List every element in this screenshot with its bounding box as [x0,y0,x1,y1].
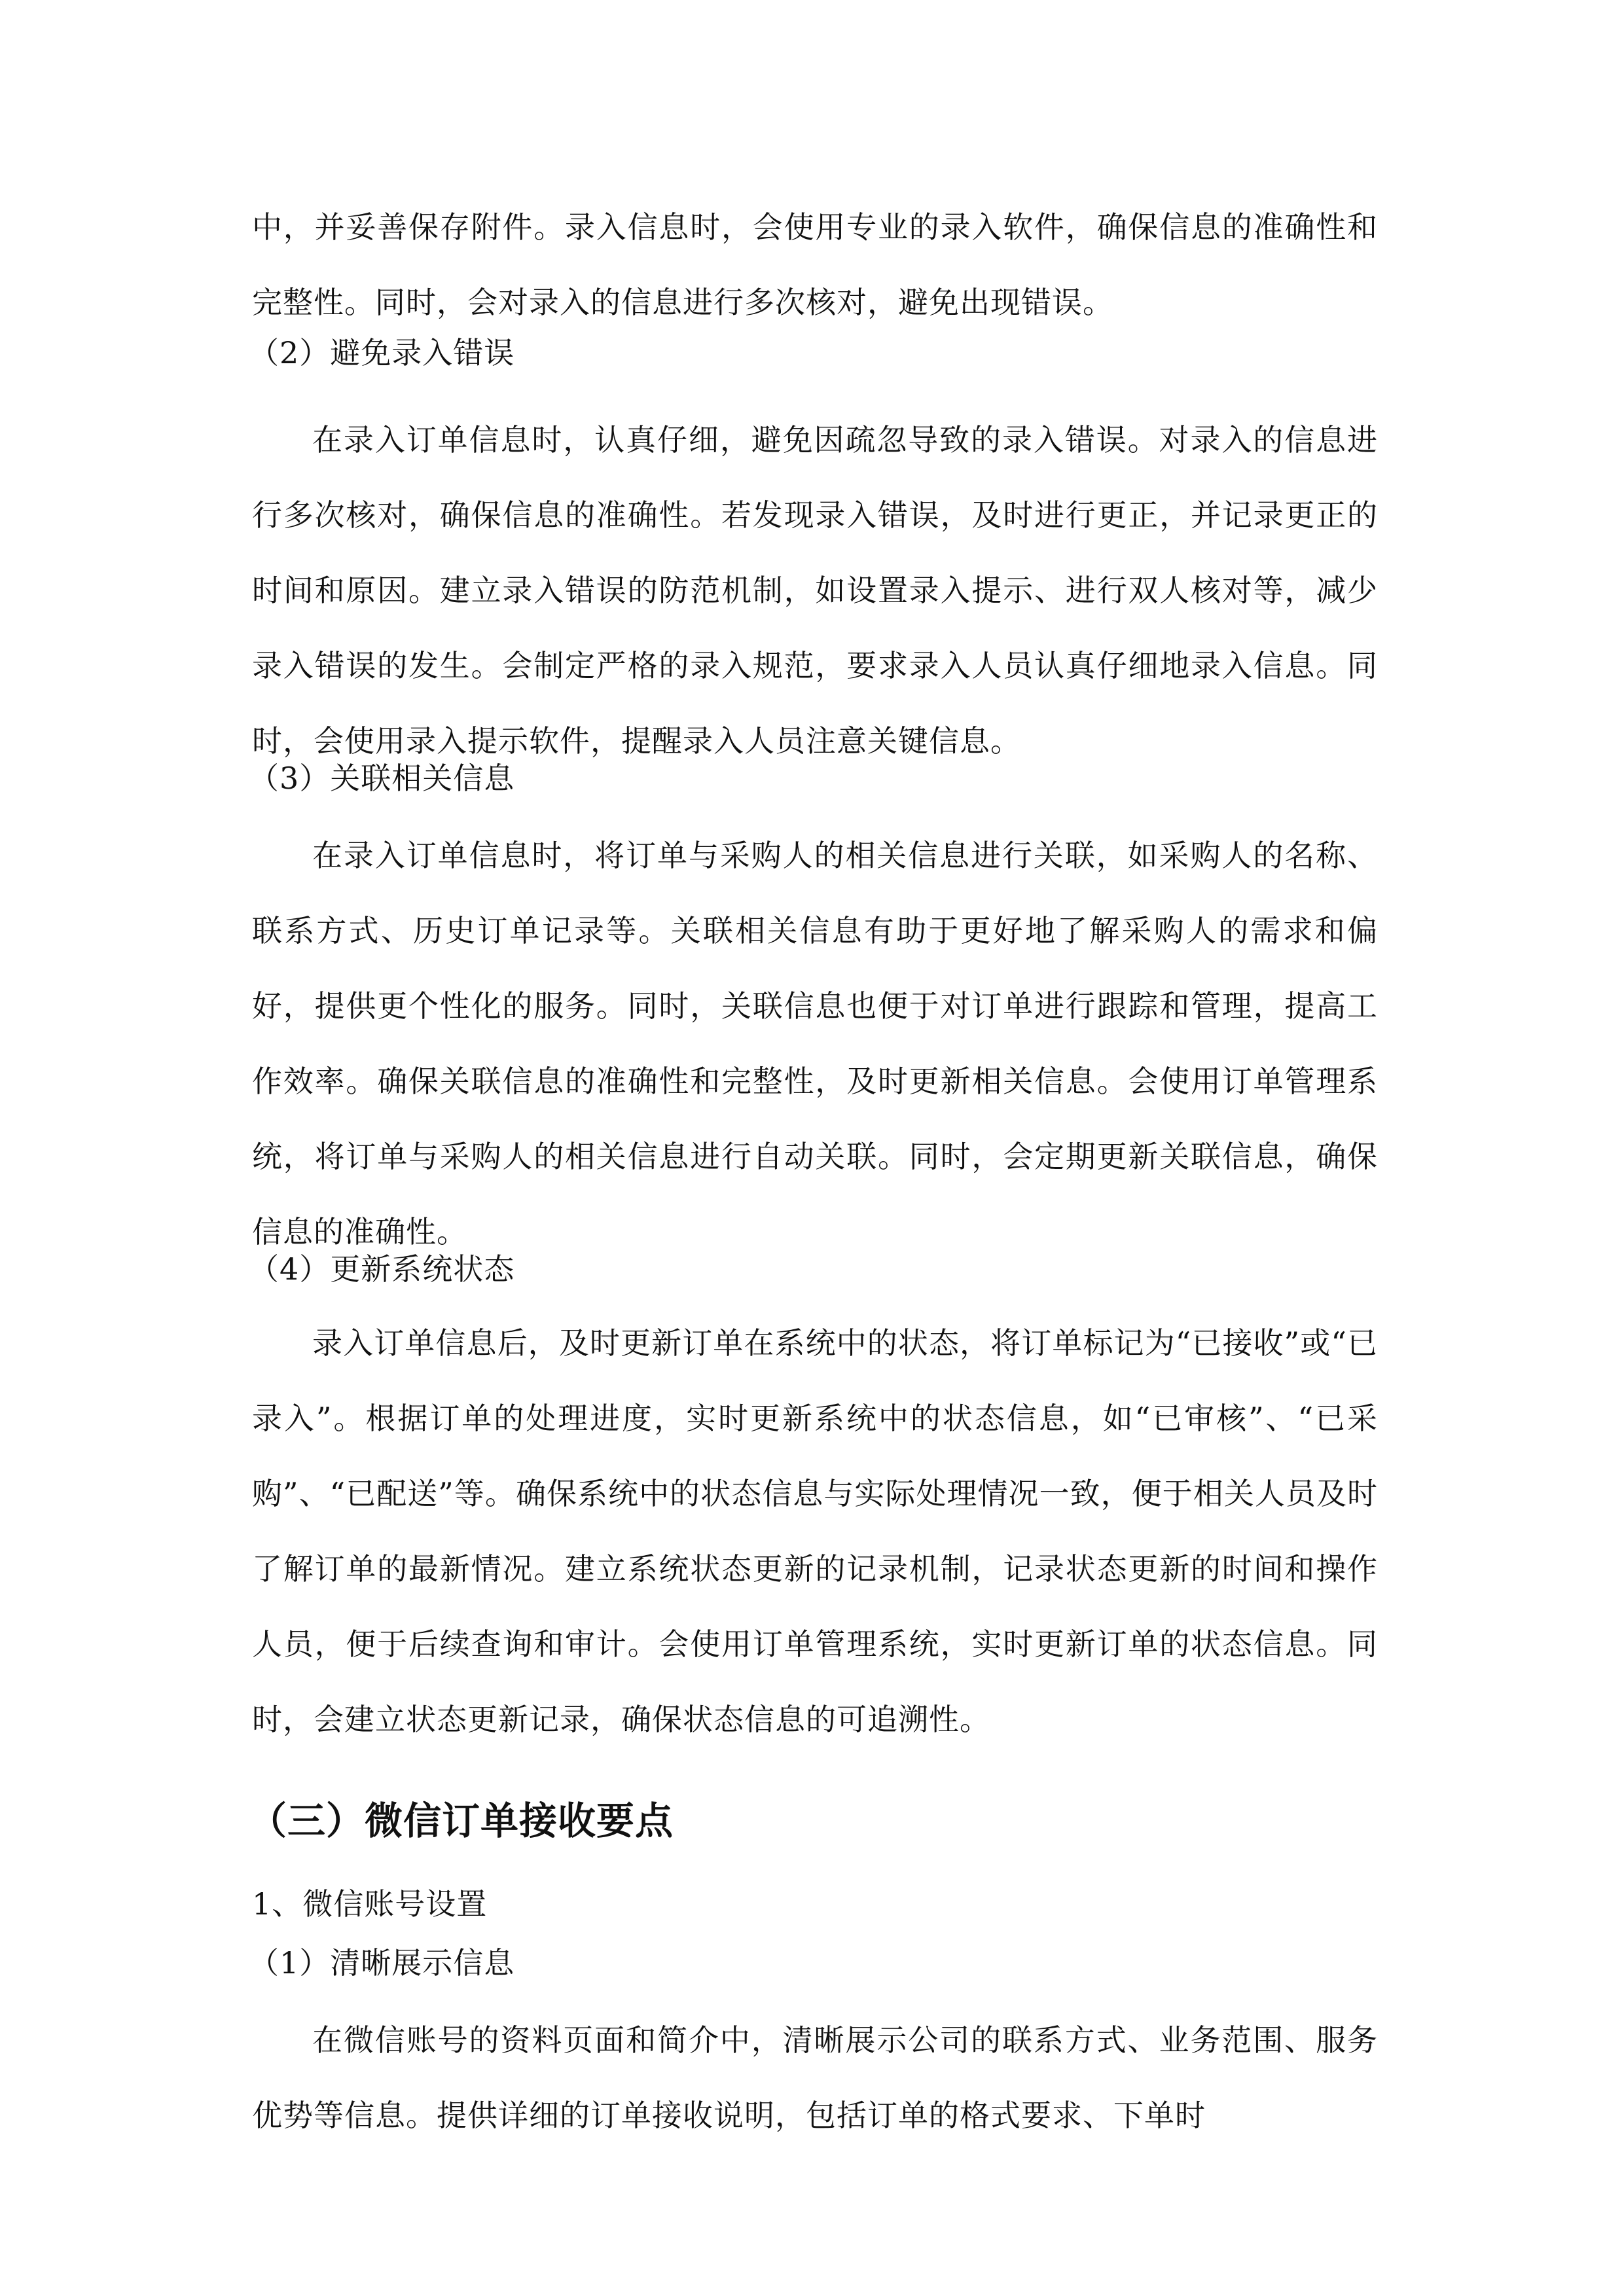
body-paragraph-continuation: 中，并妥善保存附件。录入信息时，会使用专业的录入软件，确保信息的准确性和完整性。同时，会对录入的信息进行多次核对，避免出现错误。 [252,209,1378,320]
heading-wechat-account-setup: 1、微信账号设置 [252,1886,488,1922]
subheading-update-system-status: （4）更新系统状态 [249,1251,515,1287]
subheading-link-related-info: （3）关联相关信息 [249,761,515,796]
subheading-clear-info-display: （1）清晰展示信息 [249,1945,515,1981]
body-paragraph-link-related-info: 在录入订单信息时，将订单与采购人的相关信息进行关联，如采购人的名称、联系方式、历史订单记录等。关联相关信息有助于更好地了解采购人的需求和偏好，提供更个性化的服务。同时，关联信息也便于对订单进行跟踪和管理，提高工作效率。确保关联信息的准确性和完整性，及时更新相关信息。会使用订单管理系统，将订单与采购人的相关信息进行自动关联。同时，会定期更新关联信息，确保信息的准确性。 [252,838,1378,1249]
body-paragraph-update-system-status: 录入订单信息后，及时更新订单在系统中的状态，将订单标记为“已接收”或“已录入”。根据订单的处理进度，实时更新系统中的状态信息，如“已审核”、“已采购”、“已配送”等。确保系统中的状态信息与实际处理情况一致，便于相关人员及时了解订单的最新情况。建立系统状态更新的记录机制，记录状态更新的时间和操作人员，便于后续查询和审计。会使用订单管理系统，实时更新订单的状态信息。同时，会建立状态更新记录，确保状态信息的可追溯性。 [252,1325,1378,1737]
body-paragraph-clear-info-display: 在微信账号的资料页面和简介中，清晰展示公司的联系方式、业务范围、服务优势等信息。提供详细的订单接收说明，包括订单的格式要求、下单时 [252,2022,1378,2133]
section-title-wechat-order-receipt: （三）微信订单接收要点 [249,1799,674,1843]
subheading-avoid-entry-errors: （2）避免录入错误 [249,335,515,370]
body-paragraph-avoid-entry-errors: 在录入订单信息时，认真仔细，避免因疏忽导致的录入错误。对录入的信息进行多次核对，确保信息的准确性。若发现录入错误，及时进行更正，并记录更正的时间和原因。建立录入错误的防范机制，如设置录入提示、进行双人核对等，减少录入错误的发生。会制定严格的录入规范，要求录入人员认真仔细地录入信息。同时，会使用录入提示软件，提醒录入人员注意关键信息。 [252,422,1378,759]
